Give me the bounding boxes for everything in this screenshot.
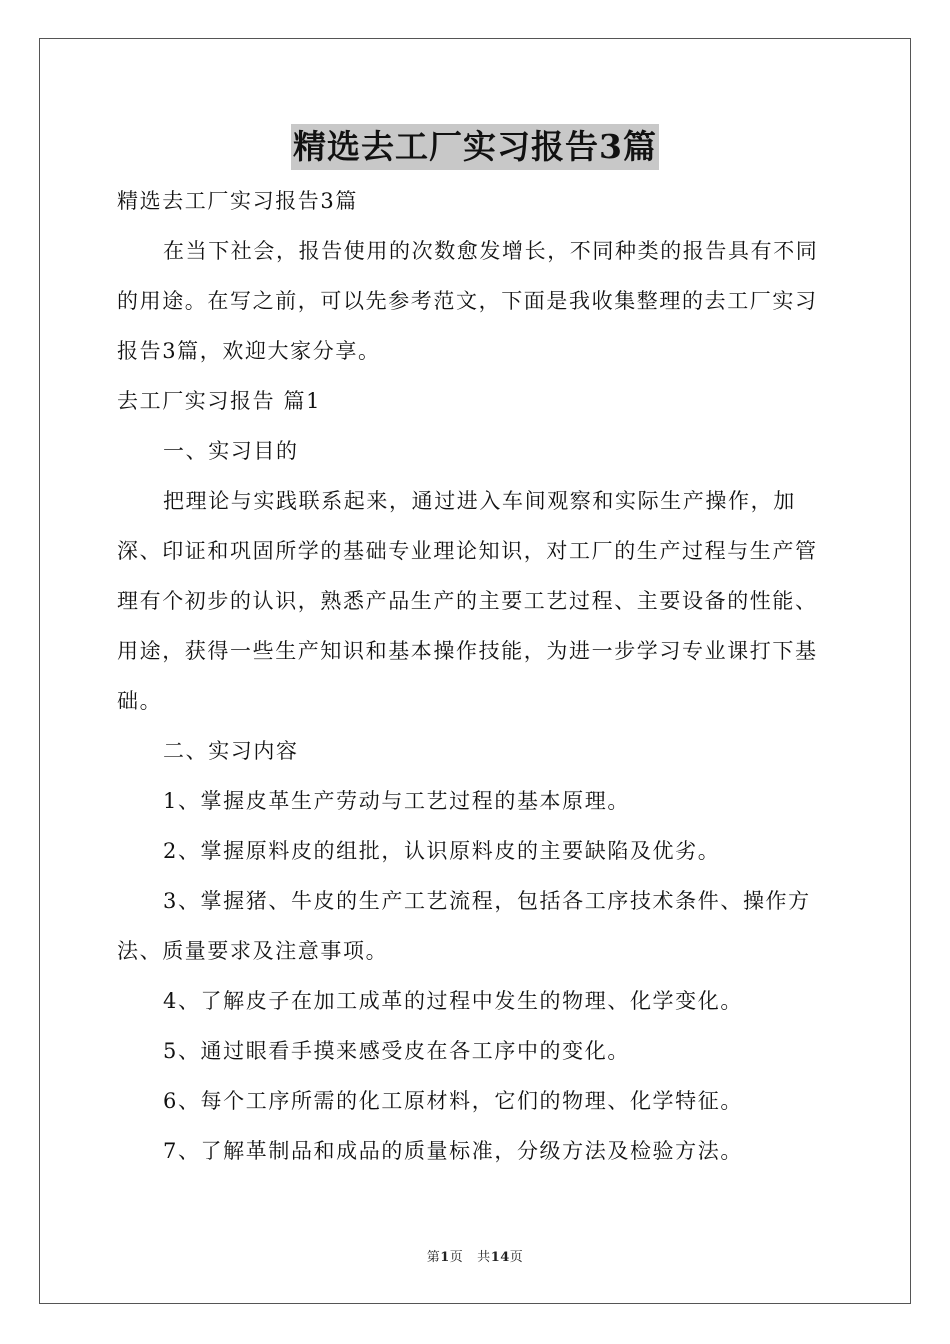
paragraph: 把理论与实践联系起来，通过进入车间观察和实际生产操作，加深、印证和巩固所学的基础专业理论知识，对工厂的生产过程与生产管理有个初步的认识，熟悉产品生产的主要工艺过程、主要设备的性能、用途，获得一些生产知识和基本操作技能，为进一步学习专业课打下基础。 (117, 489, 818, 713)
total-prefix: 共 (477, 1250, 491, 1265)
total-suffix: 页 (509, 1250, 524, 1265)
page-suffix: 页 (449, 1250, 464, 1265)
paragraph: 1、掌握皮革生产劳动与工艺过程的基本原理。 (163, 789, 630, 813)
page-total: 14 (490, 1250, 510, 1265)
paragraph: 4、了解皮子在加工成革的过程中发生的物理、化学变化。 (163, 989, 743, 1013)
paragraph: 精选去工厂实习报告3篇 (117, 189, 358, 213)
paragraph: 5、通过眼看手摸来感受皮在各工序中的变化。 (163, 1039, 630, 1063)
document-title-wrap (0, 124, 950, 170)
page-prefix: 第 (426, 1250, 441, 1265)
document-title: 精选去工厂实习报告3篇 (291, 124, 659, 170)
page-current: 1 (440, 1250, 450, 1265)
document-body (117, 176, 833, 1176)
paragraph: 2、掌握原料皮的组批，认识原料皮的主要缺陷及优劣。 (163, 839, 721, 863)
page-footer (0, 1246, 950, 1265)
paragraph: 一、实习目的 (163, 439, 299, 463)
paragraph: 在当下社会，报告使用的次数愈发增长，不同种类的报告具有不同的用途。在写之前，可以先参考范文，下面是我收集整理的去工厂实习报告3篇，欢迎大家分享。 (117, 239, 819, 363)
paragraph: 去工厂实习报告 篇1 (117, 389, 322, 413)
paragraph: 二、实习内容 (163, 739, 299, 763)
paragraph: 3、掌握猪、牛皮的生产工艺流程，包括各工序技术条件、操作方法、质量要求及注意事项。 (117, 889, 811, 963)
paragraph: 7、了解革制品和成品的质量标准，分级方法及检验方法。 (163, 1139, 743, 1163)
paragraph: 6、每个工序所需的化工原材料，它们的物理、化学特征。 (163, 1089, 743, 1113)
